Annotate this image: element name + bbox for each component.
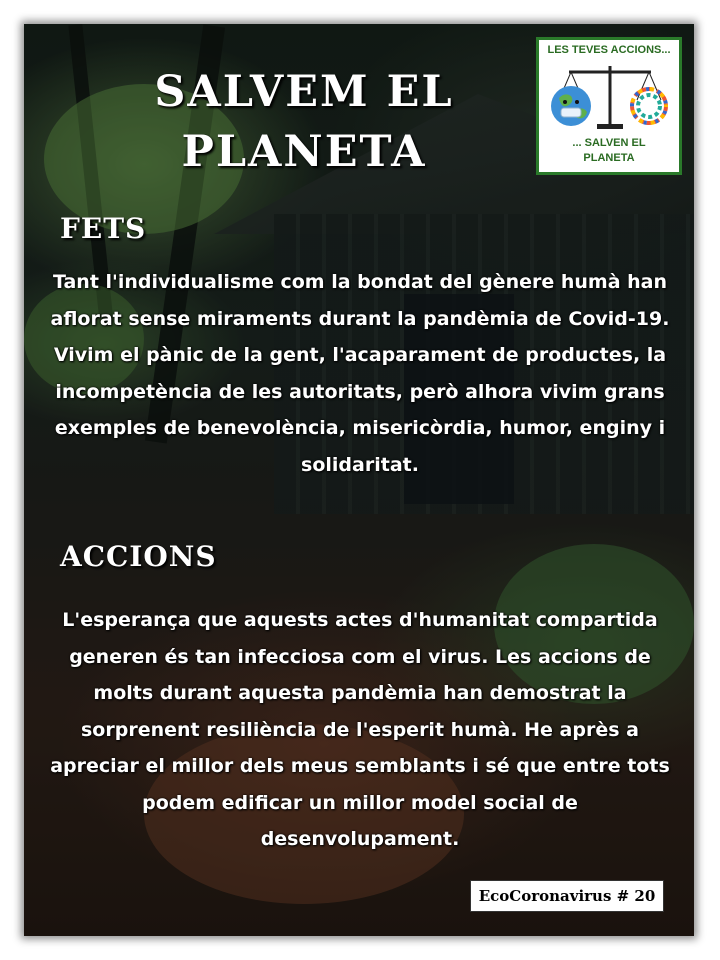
balance-scale-icon [549,60,671,130]
people-circle-icon [632,89,666,123]
logo-bottom-text [539,136,679,166]
fets-body: Tant l'individualisme com la bondat del gènere humà han aflorat sense miraments durant la pandèmia de Covid-19. Vivim el pànic de la gent, l'acaparament de productes, la incompetència de les autoritats, però alhora vivim grans exemples de benevolència, misericòrdia, humor, enginy i solidaritat. [50,271,670,476]
title-line-2: PLANETA [181,127,427,177]
logo-bottom-line-1: ... SALVEN EL [572,137,646,149]
logo [536,37,682,175]
logo-top-text: LES TEVES ACCIONS... [547,44,671,56]
fets-heading: FETS [60,212,147,245]
accions-heading: ACCIONS [60,540,217,573]
accions-body: L'esperança que aquests actes d'humanitat compartida generen és tan infecciosa com el virus. Les accions de molts durant aquesta pandèmia han demostrat la sorprenent resiliència de l'esperit humà. He après a apreciar el millor dels meus semblants i sé que entre tots podem edificar un millor model social de desenvolupament. [50,609,670,850]
title-line-1: SALVEM EL [154,67,454,117]
poster [24,24,694,936]
issue-badge: EcoCoronavirus # 20 [470,880,664,912]
earth-mask-icon [551,86,591,126]
page-title [154,62,454,182]
logo-bottom-line-2: PLANETA [583,152,635,164]
